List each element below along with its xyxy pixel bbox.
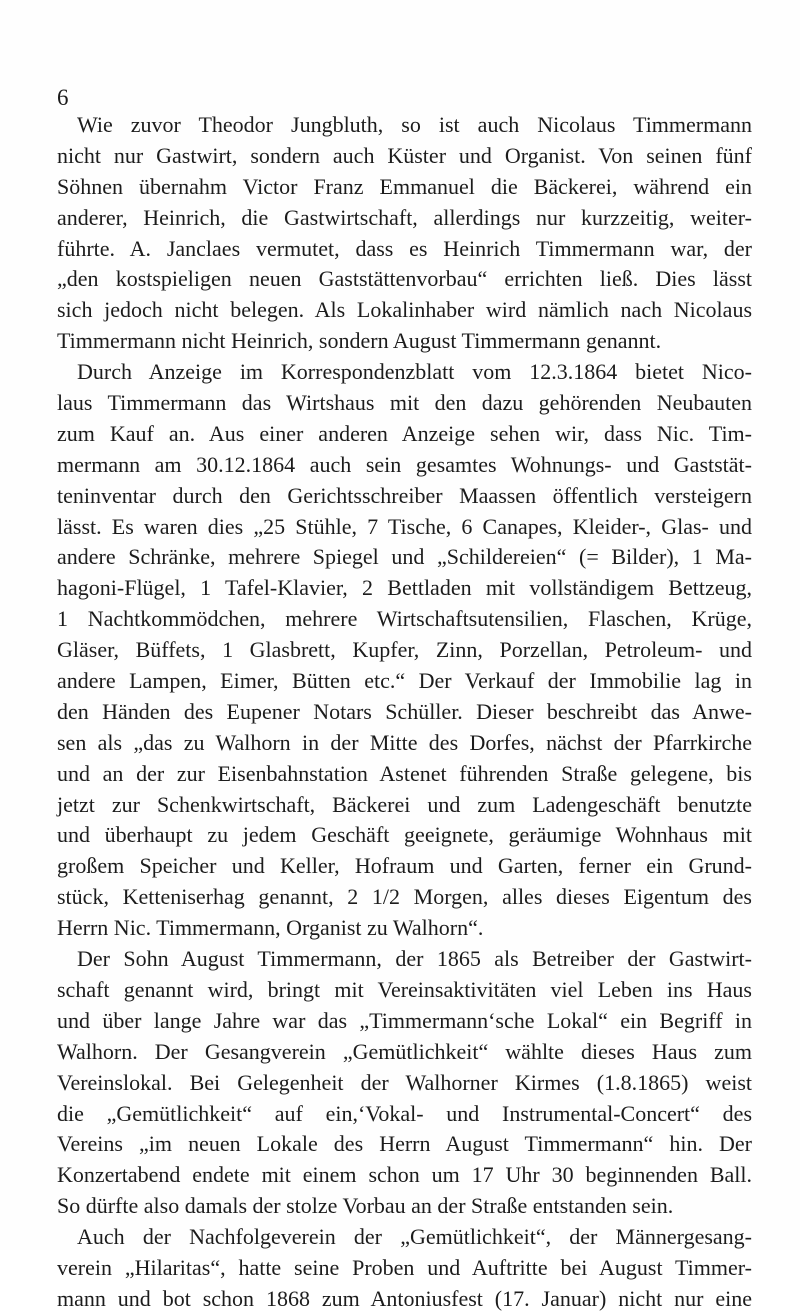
text-line: mann und bot schon 1868 zum Antoniusfest (17. Januar) nicht nur eine — [57, 1285, 752, 1311]
text-line: hagoni-Flügel, 1 Tafel-Klavier, 2 Bettladen mit vollständigem Bettzeug, — [57, 575, 752, 601]
text-line: sich jedoch nicht belegen. Als Lokalinhaber wird nämlich nach Nicolaus — [57, 297, 752, 323]
text-line: Herrn Nic. Timmermann, Organist zu Walhorn“. — [57, 915, 484, 941]
body-text — [57, 110, 752, 1315]
paragraph — [57, 1222, 752, 1315]
text-line: und überhaupt zu jedem Geschäft geeignete, geräumige Wohnhaus mit — [57, 822, 752, 848]
text-line: laus Timmermann das Wirtshaus mit den dazu gehörenden Neubauten — [57, 390, 752, 416]
text-line: Durch Anzeige im Korrespondenzblatt vom 12.3.1864 bietet Nico- — [77, 359, 752, 385]
text-line: und über lange Jahre war das „Timmermann‘sche Lokal“ ein Begriff in — [57, 1007, 752, 1033]
text-line: Auch der Nachfolgeverein der „Gemütlichkeit“, der Männergesang- — [77, 1224, 752, 1250]
text-line: teninventar durch den Gerichtsschreiber Maassen öffentlich versteigern — [57, 482, 752, 508]
text-line: 1 Nachtkommödchen, mehrere Wirtschaftsutensilien, Flaschen, Krüge, — [57, 606, 752, 632]
page-number: 6 — [57, 85, 69, 110]
text-line: die „Gemütlichkeit“ auf ein,‘Vokal- und Instrumental-Concert“ des — [57, 1100, 752, 1126]
text-line: Vereins „im neuen Lokale des Herrn August Timmermann“ hin. Der — [57, 1131, 752, 1157]
text-line: Walhorn. Der Gesangverein „Gemütlichkeit“ wählte dieses Haus zum — [57, 1038, 752, 1064]
text-line: mermann am 30.12.1864 auch sein gesamtes Wohnungs- und Gaststät- — [57, 451, 752, 477]
text-line: nicht nur Gastwirt, sondern auch Küster und Organist. Von seinen fünf — [57, 142, 752, 168]
text-line: schaft genannt wird, bringt mit Vereinsaktivitäten viel Leben ins Haus — [57, 976, 752, 1002]
paragraph — [57, 357, 752, 944]
text-line: führte. A. Janclaes vermutet, dass es Heinrich Timmermann war, der — [57, 235, 752, 261]
text-line: Konzertabend endete mit einem schon um 17 Uhr 30 beginnenden Ball. — [57, 1162, 752, 1188]
text-line: Söhnen übernahm Victor Franz Emmanuel die Bäckerei, während ein — [57, 173, 752, 199]
text-line: stück, Ketteniserhag genannt, 2 1/2 Morgen, alles dieses Eigentum des — [57, 884, 752, 910]
text-line: und an der zur Eisenbahnstation Astenet führenden Straße gelegene, bis — [57, 760, 752, 786]
text-line: sen als „das zu Walhorn in der Mitte des Dorfes, nächst der Pfarrkirche — [57, 729, 752, 755]
text-line: zum Kauf an. Aus einer anderen Anzeige sehen wir, dass Nic. Tim- — [57, 420, 752, 446]
text-line: verein „Hilaritas“, hatte seine Proben und Auftritte bei August Timmer- — [57, 1254, 752, 1280]
text-line: Wie zuvor Theodor Jungbluth, so ist auch Nicolaus Timmermann — [77, 112, 752, 137]
text-line: So dürfte also damals der stolze Vorbau an der Straße entstanden sein. — [57, 1193, 674, 1219]
text-line: Gläser, Büffets, 1 Glasbrett, Kupfer, Zinn, Porzellan, Petroleum- und — [57, 637, 752, 663]
text-line: anderer, Heinrich, die Gastwirtschaft, allerdings nur kurzzeitig, weiter- — [57, 204, 752, 230]
text-line: Timmermann nicht Heinrich, sondern August Timmermann genannt. — [57, 328, 662, 354]
text-line: Vereinslokal. Bei Gelegenheit der Walhorner Kirmes (1.8.1865) weist — [57, 1069, 752, 1095]
paragraph — [57, 110, 752, 357]
text-line: den Händen des Eupener Notars Schüller. Dieser beschreibt das Anwe- — [57, 698, 752, 724]
text-line: Der Sohn August Timmermann, der 1865 als Betreiber der Gastwirt- — [77, 946, 752, 972]
text-line: großem Speicher und Keller, Hofraum und Garten, ferner ein Grund- — [57, 853, 752, 879]
text-line: „den kostspieligen neuen Gaststättenvorbau“ errichten ließ. Dies lässt — [57, 266, 752, 292]
paragraph — [57, 944, 752, 1222]
text-line: jetzt zur Schenkwirtschaft, Bäckerei und zum Ladengeschäft benutzte — [57, 791, 752, 817]
text-line: andere Schränke, mehrere Spiegel und „Schildereien“ (= Bilder), 1 Ma- — [57, 544, 752, 570]
text-line: andere Lampen, Eimer, Bütten etc.“ Der Verkauf der Immobilie lag in — [57, 668, 752, 694]
text-line: lässt. Es waren dies „25 Stühle, 7 Tische, 6 Canapes, Kleider-, Glas- und — [57, 513, 752, 539]
